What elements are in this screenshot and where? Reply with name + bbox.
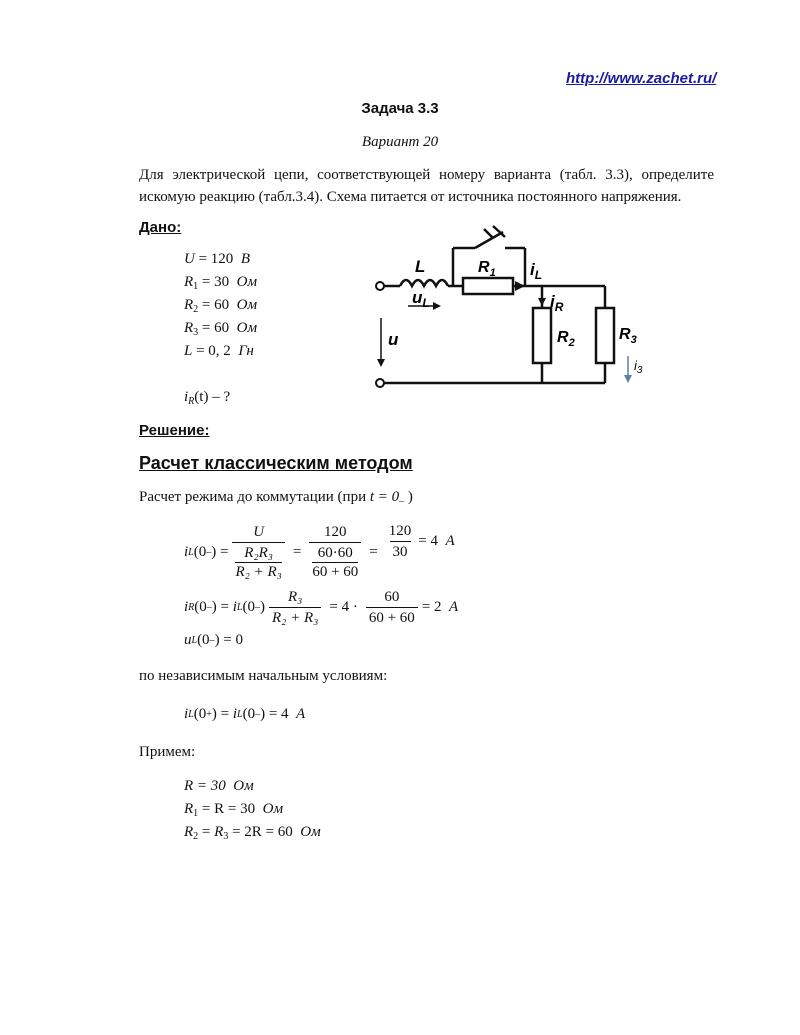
problem-text: Для электрической цепи, соответствующей номеру варианта (табл. 3.3), определите искомую реакцию (табл.3.4). Схема питается от источника постоянного напряжения. [139,167,714,205]
resistor-r2 [533,308,551,363]
fraction: U R₂R₃ R₂ + R₃ [232,523,284,581]
arrow-ir-icon [538,298,546,306]
label-il: $i_L$ [530,260,543,282]
solution-heading: Решение: [139,422,210,439]
fraction: $\frac{60}{60 + 60}$ [366,588,418,627]
resistor-r3 [596,308,614,363]
label-r1: $R_1$ [478,259,496,279]
given-heading: Дано: [139,219,182,236]
arrow-u-icon [377,359,385,367]
fraction: $\frac{120}{30}$ [388,522,412,560]
find-row: $i_R(t)$ – ? [184,389,231,407]
problem-title: Задача 3.3 [361,100,439,117]
equation-ir-before: i R (0 – ) = i L (0 – ) $\frac{\text{R₃}}{\text{R₂ + R₃}}$ = 4 · $\frac{60}{60 + 60}$ = 2 А [184,588,459,626]
equation-il-before: i L (0 – ) = U R₂R₃ R₂ + R₃ = 120 60·60 60 + 60 = $\frac{120}{30}$ = 4 А [184,522,455,580]
label-ir: $i_R$ [550,292,564,314]
fraction: 120 60·60 60 + 60 [309,523,361,581]
inductor-l [400,280,448,286]
label-u: u [388,330,399,349]
resistor-r1 [463,278,513,294]
given-row: $R_3 = 60$ Ом [184,320,258,338]
assume-row: $R_2 = R_3 = 2R = 60$ Ом [184,824,321,842]
assume-row: $R_1 = R = 30$ Ом [184,801,284,819]
pre-commutation-text: Расчет режима до коммутации (при $t = 0_-$ ) [139,489,413,507]
given-values [184,248,257,409]
terminal-bottom [376,379,384,387]
fraction: $\frac{\text{R₃}}{\text{R₂ + R₃}}$ [269,588,321,627]
equation-il-after: i L (0 + ) = i L (0 – ) = 4 А [184,706,306,722]
circuit-diagram [360,215,660,395]
given-row: $R_1 = 30$ Ом [184,274,258,292]
arrow-il-icon [515,281,525,291]
switch-icon [475,226,505,248]
problem-variant: Вариант 20 [361,134,439,150]
equation-ul-before: u L (0 – ) = 0 [184,632,244,648]
independent-conditions-text: по независимым начальным условиям: [139,668,388,684]
source-link[interactable]: http://www.zachet.ru/ [566,70,717,87]
label-l: L [415,257,426,276]
terminal-top [376,282,384,290]
label-r3: $R_3$ [619,326,637,346]
label-i3: $i_3$ [634,358,643,376]
given-row: U = 120 В [184,251,250,267]
assume-row: R = 30 Ом [184,778,254,794]
arrow-ul-icon [433,302,441,310]
method-heading: Расчет классическим методом [139,453,413,473]
label-ul: $u_L$ [412,288,430,310]
label-r2: $R_2$ [557,329,575,349]
given-row: L = 0, 2 Гн [184,343,254,359]
assume-text: Примем: [139,744,196,760]
arrow-i3-icon [624,375,632,383]
given-row: $R_2 = 60$ Ом [184,297,258,315]
